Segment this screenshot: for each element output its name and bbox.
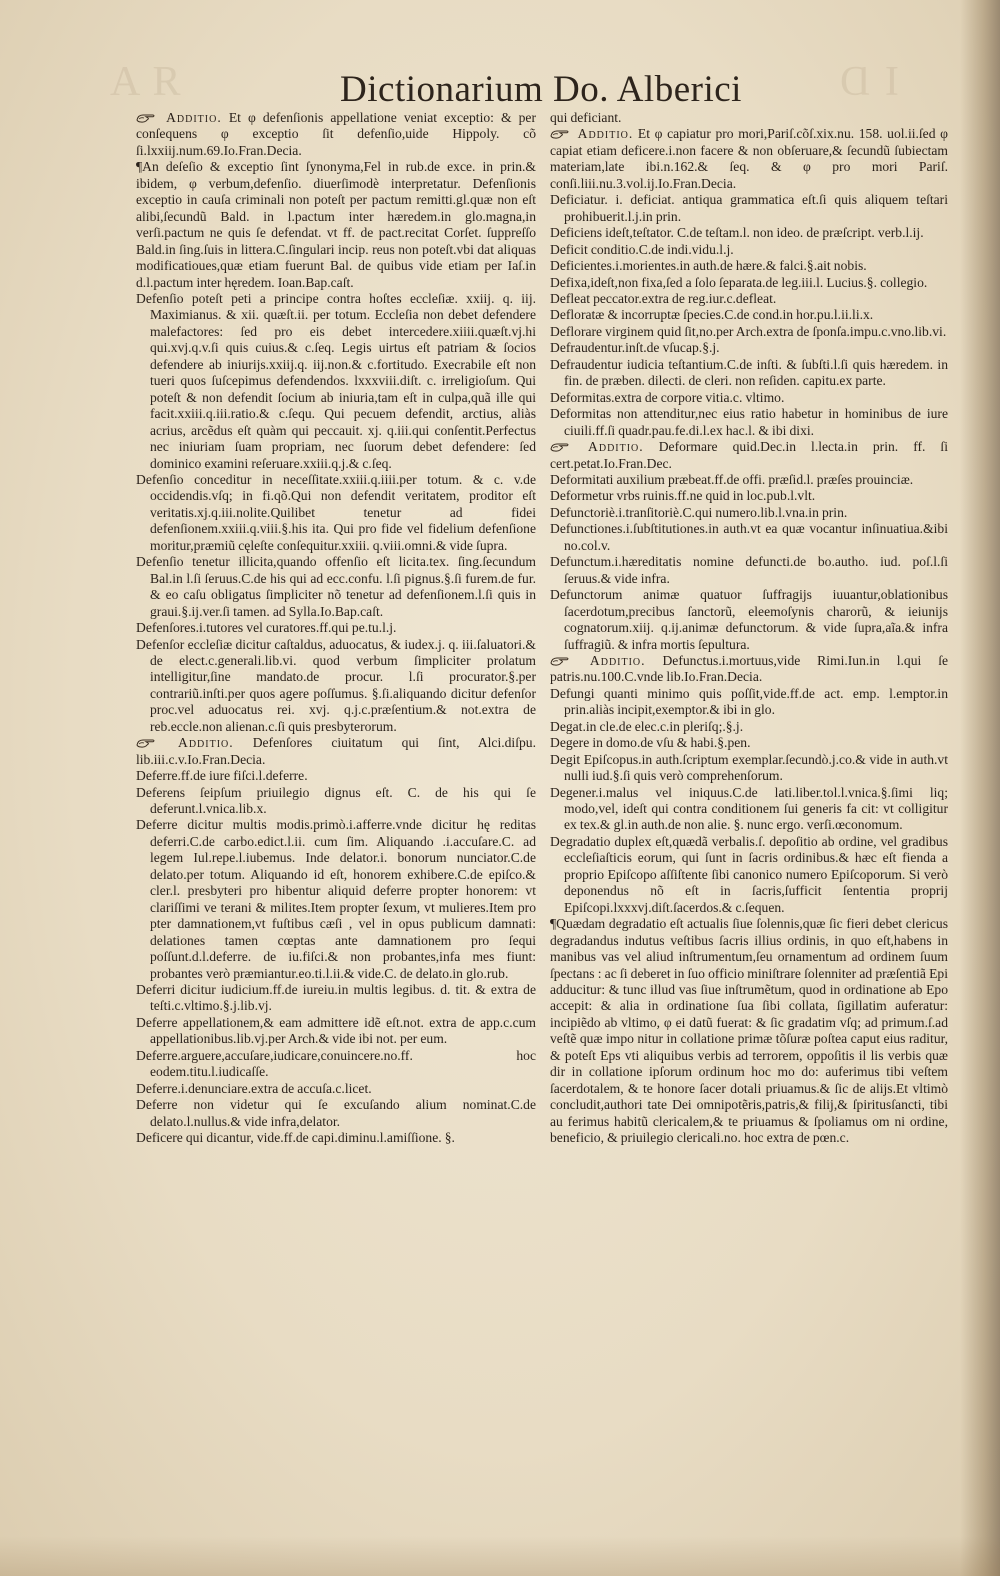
- dictionary-entry: [550, 587, 948, 653]
- dictionary-entry: [550, 291, 948, 307]
- entry-text: Defenſores.i.tutores vel curatores.ff.qui pe.tu.l.j.: [136, 620, 397, 636]
- dictionary-entry: [550, 472, 948, 488]
- running-head: Dictionarium Do. Alberici: [340, 69, 742, 110]
- entry-text: Defenſor eccleſiæ dicitur caſtaldus, aduocatus, & iudex.j. q. iii.ſaluatori.& de elect.c.generali.lib.vi. quod verbum ſimpliciter prolatum intelligitur,ſine mandato.de procur. l.ſi procurator.§.per contrariũ.inſti.per quos agere poſſumus. §.ſi.aliquando dicitur defenſor proc.vel aduocatus rei. xvj. q.j.c.præſentium.& not.extra de reb.eccle.non alienan.c.ſi quis presbyterorum.: [136, 636, 536, 734]
- dictionary-entry: [136, 982, 536, 1015]
- manicule-icon: [550, 441, 570, 452]
- dictionary-entry: [550, 554, 948, 587]
- entry-text: Et φ defenſionis appellatione veniat exceptio: & per conſequens φ exceptio ſit defenſio,uide Hippoly. cõ ſi.lxxiij.num.69.Io.Fran.Decia.: [136, 110, 536, 158]
- entry-text: Defenſio poteſt peti a principe contra hoſtes eccleſiæ. xxiij. q. iij. Maximianus. & xii. quæſt.ii. per totum. Eccleſia non debet defendere malefactores: ſed pro eis debet intercedere.xiiii.quæſt.vj.hi qui.xvj.q.v.ſi quis cuius.& c.ſeq. Legis uirtus eſt patriam & ſocios defendere ab iniurijs.xxiij.q. iij.non.& c.fortitudo. Execrabile eſt non tueri quos ſuſcepimus defendendos. lxxxviii.diſt. c. irreligioſum. Qui poteſt & non defendit ſocium ab iniuria,tam eſt in culpa,quã ille qui facit.xxiii.q.iii.ratio.& c.ſequ. Qui pecuem defendit, arctius, aliàs acrius, arcẽdus eſt quàm qui peccauit. xj. q.iii.qui conſentit.Perfectus nec iniuriam ſuam propriam, nec ſuorum debet defendere: ſed dominico examini reſeruare.xxiii.q.j.& c.ſeq.: [136, 290, 536, 471]
- additio-note: [550, 439, 948, 472]
- dictionary-entry: [136, 554, 536, 620]
- entry-text: Defixa,ideſt,non fixa,ſed a ſolo ſeparata.de leg.iii.l. Lucius.§. collegio.: [550, 274, 928, 290]
- dictionary-entry: [136, 817, 536, 982]
- dictionary-entry: [550, 340, 948, 356]
- entry-text: Et φ capiatur pro mori,Pariſ.cõſ.xix.nu. 158. uol.ii.ſed φ capiat etiam deficere.i.non facere & non obſeruare,& ſecundũ ſubiectam materiam,late ibi.n.162.& ſeq. & φ pro mori Pariſ. conſi.liii.nu.3.vol.ij.Io.Fran.Decia.: [550, 126, 948, 191]
- entry-text: Degradatio duplex eſt,quædã verbalis.ſ. depoſitio ab ordine, vel gradibus eccleſiaſticis eorum, qui ſunt in ſacris ordinibus.& hæc eſt fienda a proprio Epiſcopo aſſiſtente ſibi canonico numero Epiſcoporum. Si verò deponendus nõ eſt in ſacris,ſufficit ſententia proprij Epiſcopi.lxxxvj.diſt.ſacerdos.& c.ſequen.: [550, 833, 948, 915]
- dictionary-entry: [136, 472, 536, 554]
- entry-text: Deferre appellationem,& eam admittere idẽ eſt.not. extra de app.c.cum appellationibus.lib.vj.per Arch.& vide ibi not. per eum.: [136, 1014, 536, 1047]
- entry-text: Deficientes.i.morientes.in auth.de hære.& falci.§.ait nobis.: [550, 258, 867, 274]
- entry-text: Deferre dicitur multis modis.primò.i.afferre.vnde dicitur hę reditas deferri.C.de carbo.edict.l.ii. cum ſim. Aliquando .i.accuſare.C. ad legem Iul.repe.l.iubemus. Inde delator.i. bonorum nunciator.C.de delato.per totum. Aliquando id eſt, honorem exhibere.C.de epiſco.& cler.l. presbyteri pro hibentur aliquid deferre propter honorem: vt clariſſimi ve terani & milites.Item propter ſexum, vt mulieres.Item pro pter damnationem,vt fuſtibus cæſi , vel in opus publicum damnati: delationes tamen cœptas ante damnationem pro ſequi poſſunt.d.l.deferre. de iu.fiſci.& non probantes,infa mes fiunt: probantes verò præmiantur.eo.ti.l.ii.& vide.C. de delato.in glo.rub.: [136, 817, 536, 981]
- dictionary-entry: [550, 406, 948, 439]
- entry-text: Defraudentur iudicia teſtantium.C.de inſti. & ſubſti.l.ſi quis hæredem. in fin. de præben. dilecti. de cleri. non reſiden. capitu.ex parte.: [550, 356, 948, 389]
- dictionary-entry: [136, 637, 536, 736]
- show-through-text-right: Ɑ I: [840, 59, 901, 105]
- entry-text: Deformitas.extra de corpore vitia.c. vltimo.: [550, 389, 785, 405]
- entry-text: Defenſio tenetur illicita,quando offenſio eſt licita.tex. ſing.ſecundum Bal.in l.ſi ſeruus.C.de his qui ad ecc.confu. l.ſi pignus.§.ſi furem.de fur. & eo caſu obligatus ſimpliciter nõ tenetur ad defenſionem.l.ſi quis in graui.§.ij.ver.ſi tamen. ad Sylla.Io.Bap.caſt.: [136, 554, 536, 619]
- manicule-icon: [550, 128, 570, 139]
- entry-text: Defenſio conceditur in neceſſitate.xxiii.q.iiii.per totum. & c. v.de occidendis.vſq; in fi.qõ.Qui non defendit veritatem, proditor eſt veritatis.xj.q.iii.nolite.Quilibet tenetur ad fidei defenſionem.xxiii.q.viii.§.his ita. Qui pro fide vel fidelium defenſione moritur,præmiũ cęleſte conſequitur.xxiii. q.viii.omni.& vide ſupra.: [136, 471, 536, 553]
- left-column: [136, 110, 536, 1147]
- entry-text: Degere in domo.de vſu & habi.§.pen.: [550, 735, 751, 751]
- additio-note: [550, 653, 948, 686]
- page-bottom-shade: [0, 1536, 1000, 1576]
- additio-label: Additio.: [588, 439, 644, 455]
- dictionary-entry: [550, 258, 948, 274]
- right-column: [550, 110, 948, 1147]
- additio-label: Additio.: [166, 110, 222, 125]
- dictionary-entry: [136, 1015, 536, 1048]
- entry-text: Degit Epiſcopus.in auth.ſcriptum exemplar.ſecundò.j.co.& vide in auth.vt nulli iud.§.ſi quis verò comprehenſorum.: [550, 751, 948, 784]
- dictionary-entry: [136, 291, 536, 472]
- dictionary-entry: [550, 275, 948, 291]
- additio-note: [136, 110, 536, 159]
- dictionary-entry: [136, 1048, 536, 1081]
- entry-text: ¶An deſeſio & exceptio ſint ſynonyma,Fel in rub.de exce. in prin.& ibidem, φ verbum,defenſio. diuerſimodè interpretatur. Defenſionis exceptio in cauſa criminali non poteſt per pactum remitti.gl.quæ non eſt alibi,ſecundũ Bald. in l.pactum inter hæredem.in glo.magna,in verſi.pactum ne quis ſe defendat. vt ff. de pact.recitat Corſet. ſuppreſſo Bald.in ſing.ſuis in littera.C.ſingulari incip. reus non poteſt.vbi dat aliquas modificatioues,quæ etiam fuerunt Bal. de quibus vide etiam per Iaſ.in d.l.pactum inter hęredem. Ioan.Bap.caſt.: [136, 159, 536, 290]
- entry-text: Defleat peccator.extra de reg.iur.c.defleat.: [550, 290, 777, 306]
- dictionary-entry: [550, 686, 948, 719]
- entry-text: Defunctoriè.i.tranſitoriè.C.qui numero.lib.l.vna.in prin.: [550, 504, 848, 520]
- entry-text: Defungi quanti minimo quis poſſit,vide.ff.de act. emp. l.emptor.in prin.aliàs incipit,exemptor.& ibi in glo.: [550, 685, 948, 718]
- manicule-icon: [136, 112, 156, 123]
- entry-text: Deformitati auxilium præbeat.ff.de offi. præſid.l. præſes prouinciæ.: [550, 471, 914, 487]
- entry-text: Degat.in cle.de elec.c.in pleriſq;.§.j.: [550, 718, 744, 734]
- dictionary-entry: [550, 324, 948, 340]
- entry-text: Deflorare virginem quid ſit,no.per Arch.extra de ſponſa.impu.c.vno.lib.vi.: [550, 323, 947, 339]
- manicule-icon: [136, 737, 156, 748]
- dictionary-entry: [136, 1081, 536, 1097]
- entry-text: Deferre.ff.de iure fiſci.l.deferre.: [136, 768, 308, 784]
- dictionary-entry: [136, 768, 536, 784]
- dictionary-entry: [550, 225, 948, 241]
- manicule-icon: [550, 655, 570, 666]
- dictionary-entry: [550, 357, 948, 390]
- entry-text: Defunctorum animæ quatuor ſuffragijs iuuantur,oblationibus ſacerdotum,precibus ſanctorũ, eleemoſynis charorũ, & ieiunijs cognatorum.xiij. q.ij.animæ defunctorum. & vide ſupra,aĩa.& infra ſuffragiũ. & infra mortis ſepultura.: [550, 587, 948, 652]
- additio-label: Additio.: [178, 735, 234, 751]
- additio-label: Additio.: [577, 126, 634, 142]
- entry-text: Deferre.arguere,accuſare,iudicare,conuincere.no.ff. hoc eodem.titu.l.iudicaſſe.: [136, 1047, 536, 1080]
- entry-text: Deferre.i.denunciare.extra de accuſa.c.licet.: [136, 1080, 372, 1096]
- entry-text: Defunctus.i.mortuus,vide Rimi.Iun.in l.qui ſe patris.nu.100.C.vnde lib.Io.Fran.Decia.: [550, 652, 948, 685]
- dictionary-entry: [136, 620, 536, 636]
- entry-text: Deficere qui dicantur, vide.ff.de capi.diminu.l.amiſſione. §.: [136, 1130, 455, 1146]
- dictionary-entry: [550, 488, 948, 504]
- dictionary-entry: [550, 752, 948, 785]
- dictionary-entry: [550, 242, 948, 258]
- dictionary-entry: [550, 834, 948, 916]
- entry-text: Defraudentur.inſt.de vſucap.§.j.: [550, 340, 720, 356]
- entry-text: Deficiatur. i. deficiat. antiqua grammatica eſt.ſi quis aliquem teſtari prohibuerit.l.j.in prin.: [550, 192, 948, 224]
- dictionary-entry: [550, 719, 948, 735]
- dictionary-entry: [136, 159, 536, 291]
- dictionary-entry: [550, 110, 948, 126]
- dictionary-entry: [550, 521, 948, 554]
- dictionary-entry: [550, 307, 948, 323]
- dictionary-entry: [550, 735, 948, 751]
- entry-text: qui deficiant.: [550, 110, 622, 125]
- entry-text: Degener.i.malus vel iniquus.C.de lati.liber.tol.l.vnica.§.ſimi liq; modo,vel, ideſt qui contra conditionem ſui generis fa cit: vt colligitur ex tex.& gl.in auth.de non alie. §. nunc ergo. verſi.œconomum.: [550, 784, 948, 833]
- entry-text: Deformitas non attenditur,nec eius ratio habetur in hominibus de iure ciuili.ff.ſi quadr.pau.fe.di.l.ex hac.l. & ibi dixi.: [550, 406, 948, 438]
- dictionary-entry: [550, 785, 948, 834]
- additio-label: Additio.: [589, 652, 646, 668]
- entry-text: Deferens ſeipſum priuilegio dignus eſt. C. de his qui ſe deferunt.l.vnica.lib.x.: [136, 784, 536, 817]
- additio-note: [550, 126, 948, 192]
- entry-text: Deformare quid.Dec.in l.lecta.in prin. ff. ſi cert.petat.Io.Fran.Dec.: [550, 439, 948, 471]
- entry-text: Deficit conditio.C.de indi.vidu.l.j.: [550, 241, 734, 257]
- page-edge-shadow: [960, 0, 1000, 1576]
- entry-text: Deficiens ideſt,teſtator. C.de teſtam.l. non ideo. de præſcript. verb.l.ij.: [550, 225, 924, 241]
- entry-text: Defunctiones.i.ſubſtitutiones.in auth.vt ea quæ vocantur inſinuatiua.&ibi no.col.v.: [550, 521, 948, 553]
- entry-text: Deferri dicitur iudicium.ff.de iureiu.in multis legibus. d. tit. & extra de teſti.c.vltimo.§.j.lib.vj.: [136, 982, 536, 1014]
- dictionary-entry: [550, 390, 948, 406]
- dictionary-entry: [136, 1097, 536, 1130]
- dictionary-entry: [550, 916, 948, 1146]
- dictionary-entry: [550, 192, 948, 225]
- dictionary-entry: [136, 1130, 536, 1146]
- show-through-text-left: A R: [110, 59, 183, 105]
- entry-text: Defloratæ & incorruptæ ſpecies.C.de cond.in hor.pu.l.ii.li.x.: [550, 307, 874, 323]
- dictionary-entry: [550, 505, 948, 521]
- entry-text: Deformetur vrbs ruinis.ff.ne quid in loc.pub.l.vlt.: [550, 488, 816, 504]
- additio-note: [136, 735, 536, 768]
- dictionary-entry: [136, 785, 536, 818]
- entry-text: Defenſores ciuitatum qui ſint, Alci.diſpu. lib.iii.c.v.Io.Fran.Decia.: [136, 735, 536, 767]
- entry-text: Deferre non videtur qui ſe excuſando alium nominat.C.de delato.l.nullus.& vide infra,delator.: [136, 1097, 536, 1129]
- entry-text: Defunctum.i.hæreditatis nomine defuncti.de bo.autho. iud. poſ.l.ſi ſeruus.& vide infra.: [550, 554, 948, 586]
- entry-text: ¶Quædam degradatio eſt actualis ſiue ſolennis,quæ ſic fieri debet clericus degradandus indutus veſtibus ſacris illius ordinis, in quo eſt,habens in manibus vas vel aliud inſtrumentum,ſeu ornamentum ad ordinem ſuum ſpectans : ac ſi deberet in ſuo officio miniſtrare ſolenniter ad præſentiã Epi adducitur: & tunc illud vas ſiue inſtrumẽtum, quod in ordinatione ab Epo accepit: & alia in ordinatione ſua ſibi collata, ſigillatim auferatur: incipiẽdo ab vltimo, φ ei datũ fuerat: & ſic gradatim vſq; ad primum.ſ.ad veſtẽ quæ impo nitur in collatione primæ tõſuræ poſtea caput eius raditur, & poteſt Eps vti aliquibus verbis ad terrorem, oppoſitis il lis verbis quæ dir in collatione ipſorum ordinum hoc mo do: auferimus tibi veſtem ſacerdotalem, & te honore ſacer dotali priuamus.& ſic de alijs.Et vltimò concludit,authori tate Dei omnipotẽris,patris,& filij,& ſpiritusſancti, tibi au ferimus habitũ clericalem,& te priuamus & ſpoliamus om ni ordine, beneficio, & priuilegio clericali.no. hoc extra de pœn.c.: [550, 916, 948, 1146]
